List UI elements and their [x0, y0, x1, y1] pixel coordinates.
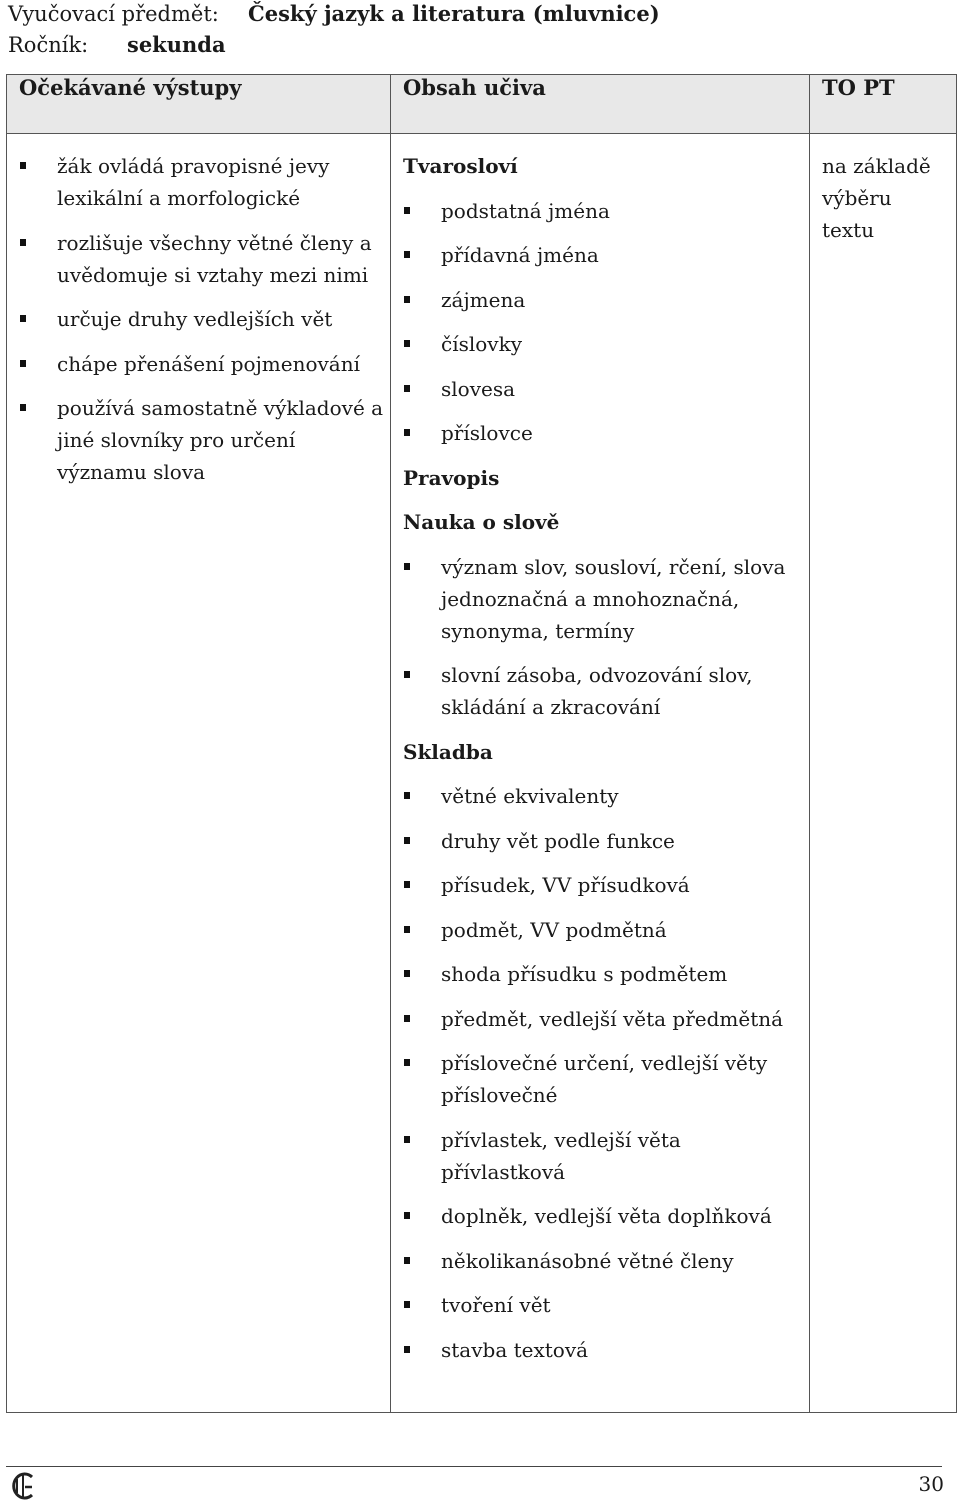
list-item	[391, 373, 809, 405]
page-number: 30	[918, 1472, 944, 1496]
subject-label: Vyučovací předmět:	[8, 2, 219, 26]
list-item	[391, 1200, 809, 1232]
bullet-icon	[404, 970, 410, 977]
bullet-icon	[404, 881, 410, 888]
bullet-icon	[404, 1212, 410, 1219]
section-heading-tvaroslovi: Tvarosloví	[403, 154, 518, 178]
list-item	[7, 392, 390, 488]
content-item-text: stavba textová	[441, 1337, 589, 1362]
bullet-icon	[404, 296, 410, 303]
content-item-text: větné ekvivalenty	[441, 784, 619, 808]
bullet-icon	[20, 404, 26, 411]
column-header-outcomes: Očekávané výstupy	[7, 75, 391, 134]
content-item-text: shoda přísudku s podmětem	[441, 962, 728, 986]
bullet-icon	[404, 1301, 410, 1308]
content-item-text: příslovečné určení, vedlejší věty příslovečné	[441, 1051, 768, 1107]
outcome-text: určuje druhy vedlejších vět	[57, 307, 333, 331]
bullet-icon	[20, 315, 26, 322]
curriculum-table	[6, 74, 957, 1413]
list-item	[391, 825, 809, 857]
list-item	[391, 869, 809, 901]
table-row	[7, 134, 957, 1413]
list-item	[7, 150, 390, 214]
content-item-text: přívlastek, vedlejší věta přívlastková	[441, 1127, 681, 1184]
bullet-icon	[404, 1257, 410, 1264]
outcome-text: žák ovládá pravopisné jevy lexikální a morfologické	[57, 154, 330, 210]
content-item-text: přídavná jména	[441, 243, 599, 267]
outcomes-cell	[7, 134, 391, 1413]
table-header-row	[7, 75, 957, 134]
list-item	[391, 417, 809, 449]
content-item-text: zájmena	[441, 287, 526, 312]
bullet-icon	[404, 251, 410, 258]
list-item	[7, 303, 390, 335]
footer-divider	[6, 1466, 942, 1467]
bullet-icon	[404, 837, 410, 844]
content-item-text: druhy vět podle funkce	[441, 828, 675, 853]
outcome-text: chápe přenášení pojmenování	[57, 351, 361, 376]
skladba-list	[391, 780, 809, 1366]
topt-text: na základě výběru textu	[822, 154, 931, 242]
content-item-text: několikanásobné větné členy	[441, 1248, 734, 1273]
bullet-icon	[20, 239, 26, 246]
school-logo-icon	[8, 1469, 38, 1503]
list-item	[391, 551, 809, 647]
column-header-content: Obsah učiva	[391, 75, 810, 134]
list-item	[391, 780, 809, 812]
topt-cell	[810, 134, 957, 1413]
bullet-icon	[20, 360, 26, 367]
outcome-text: rozlišuje všechny větné členy a uvědomuje si vztahy mezi nimi	[57, 230, 372, 287]
content-item-text: příslovce	[441, 421, 533, 445]
list-item	[391, 1245, 809, 1277]
list-item	[7, 348, 390, 380]
content-item-text: předmět, vedlejší věta předmětná	[441, 1006, 784, 1031]
list-item	[391, 284, 809, 316]
content-item-text: slovní zásoba, odvozování slov, skládání a zkracování	[441, 663, 753, 719]
list-item	[391, 195, 809, 227]
tvaroslovi-list	[391, 195, 809, 450]
content-item-text: číslovky	[441, 332, 523, 356]
bullet-icon	[404, 1015, 410, 1022]
content-item-text: doplněk, vedlejší věta doplňková	[441, 1204, 772, 1228]
grade-value: sekunda	[127, 32, 226, 57]
bullet-icon	[404, 385, 410, 392]
bullet-icon	[404, 563, 410, 570]
list-item	[391, 1003, 809, 1035]
list-item	[391, 659, 809, 723]
grade-label: Ročník:	[8, 33, 89, 57]
list-item	[391, 239, 809, 271]
bullet-icon	[404, 926, 410, 933]
content-item-text: slovesa	[441, 376, 516, 401]
content-item-text: podmět, VV podmětná	[441, 917, 667, 942]
column-header-topt: TO PT	[810, 75, 957, 134]
content-item-text: tvoření vět	[441, 1293, 551, 1317]
section-heading-nauka: Nauka o slově	[403, 510, 560, 534]
bullet-icon	[404, 340, 410, 347]
nauka-list	[391, 551, 809, 724]
bullet-icon	[404, 207, 410, 214]
content-item-text: podstatná jména	[441, 198, 610, 223]
bullet-icon	[404, 1346, 410, 1353]
content-item-text: přísudek, VV přísudková	[441, 873, 690, 897]
list-item	[7, 227, 390, 291]
list-item	[391, 1047, 809, 1111]
outcome-text: používá samostatně výkladové a jiné slovníky pro určení významu slova	[57, 396, 384, 484]
list-item	[391, 914, 809, 946]
subject-value: Český jazyk a literatura (mluvnice)	[248, 1, 660, 26]
grade-row	[8, 31, 226, 59]
section-heading-skladba: Skladba	[403, 739, 493, 764]
bullet-icon	[404, 792, 410, 799]
bullet-icon	[404, 671, 410, 678]
list-item	[391, 1334, 809, 1366]
bullet-icon	[404, 1136, 410, 1143]
list-item	[391, 1124, 809, 1188]
bullet-icon	[404, 429, 410, 436]
outcomes-list	[7, 150, 390, 488]
bullet-icon	[20, 162, 26, 169]
content-item-text: význam slov, sousloví, rčení, slova jednoznačná a mnohoznačná, synonyma, termíny	[441, 554, 786, 643]
list-item	[391, 958, 809, 990]
content-cell	[391, 134, 810, 1413]
list-item	[391, 1289, 809, 1321]
section-heading-pravopis: Pravopis	[403, 465, 500, 490]
bullet-icon	[404, 1059, 410, 1066]
list-item	[391, 328, 809, 360]
subject-row	[8, 0, 660, 28]
